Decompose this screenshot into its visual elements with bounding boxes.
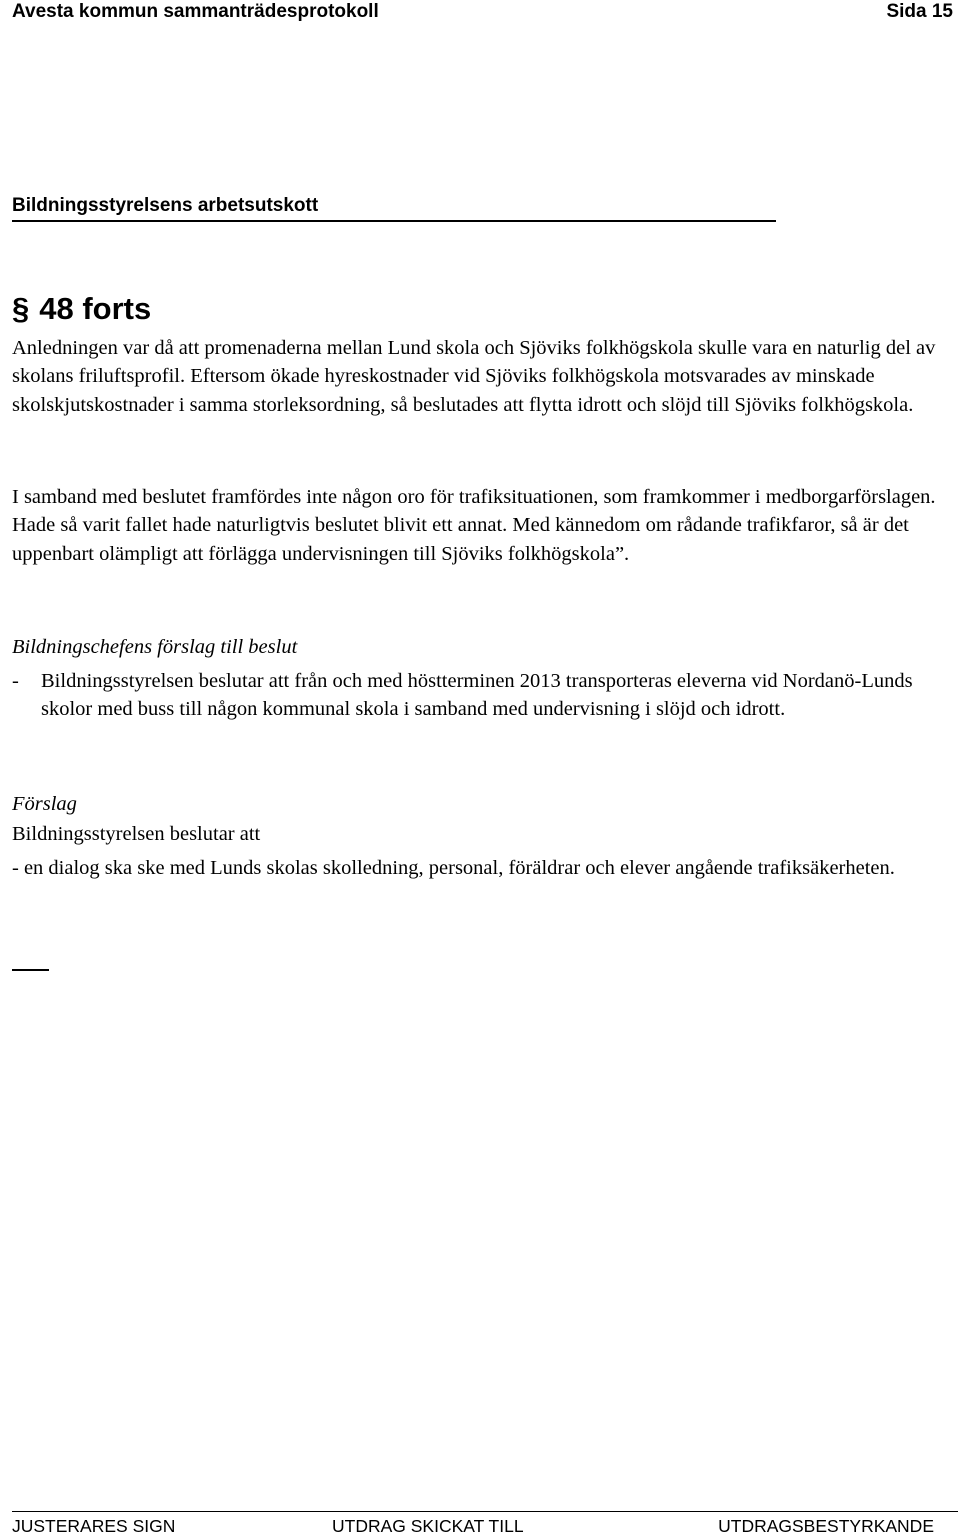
paragraph-background: Anledningen var då att promenaderna mellan Lund skola och Sjöviks folkhögskola skulle vara en naturlig del av skolans friluftsprofil. Eftersom ökade hyreskostnader vid Sjöviks folkhögskola motsvarades av minskade skolskjutskostnader i samma storleksordning, så beslutades att flytta idrott och slöjd till Sjöviks folkhögskola. (12, 337, 936, 416)
footer-utdragsbestyrkande: UTDRAGSBESTYRKANDE (718, 1516, 934, 1536)
list-item (12, 667, 952, 724)
paragraph-traffic-concern: I samband med beslutet framfördes inte någon oro för trafiksituationen, som framkommer i medborgarförslagen. Hade så varit fallet hade naturligtvis beslutet blivit ett annat. Med kännedom om rådande trafikfaror, så är det uppenbart olämpligt att förlägga undervisningen till Sjöviks folkhögskola”. (12, 486, 936, 565)
signature-line (12, 969, 49, 971)
footer-justerares-sign: JUSTERARES SIGN (12, 1516, 176, 1536)
heading-proposal: Förslag (12, 793, 77, 815)
heading-chief-proposal: Bildningschefens förslag till beslut (12, 636, 298, 658)
section-title: 48 forts (39, 291, 152, 326)
list-dash: - (12, 670, 19, 692)
footer-divider (12, 1511, 958, 1512)
section-heading (12, 290, 151, 328)
chief-proposal-text: Bildningsstyrelsen beslutar att från och med höstterminen 2013 transporteras eleverna vid Nordanö-Lunds skolor med buss till någon kommunal skola i samband med undervisning i slöjd och idrott. (41, 670, 913, 721)
committee-name: Bildningsstyrelsens arbetsutskott (12, 195, 319, 216)
chief-proposal-list (12, 667, 952, 724)
paragraph-sign: § (12, 291, 30, 326)
footer-utdrag-skickat: UTDRAG SKICKAT TILL (332, 1516, 524, 1536)
document-header-title: Avesta kommun sammanträdesprotokoll (12, 1, 379, 22)
proposal-intro: Bildningsstyrelsen beslutar att (12, 823, 261, 845)
proposal-item: - en dialog ska ske med Lunds skolas skolledning, personal, föräldrar och elever angående trafiksäkerheten. (12, 857, 895, 879)
page-number: Sida 15 (886, 1, 953, 22)
committee-underline (12, 220, 776, 222)
